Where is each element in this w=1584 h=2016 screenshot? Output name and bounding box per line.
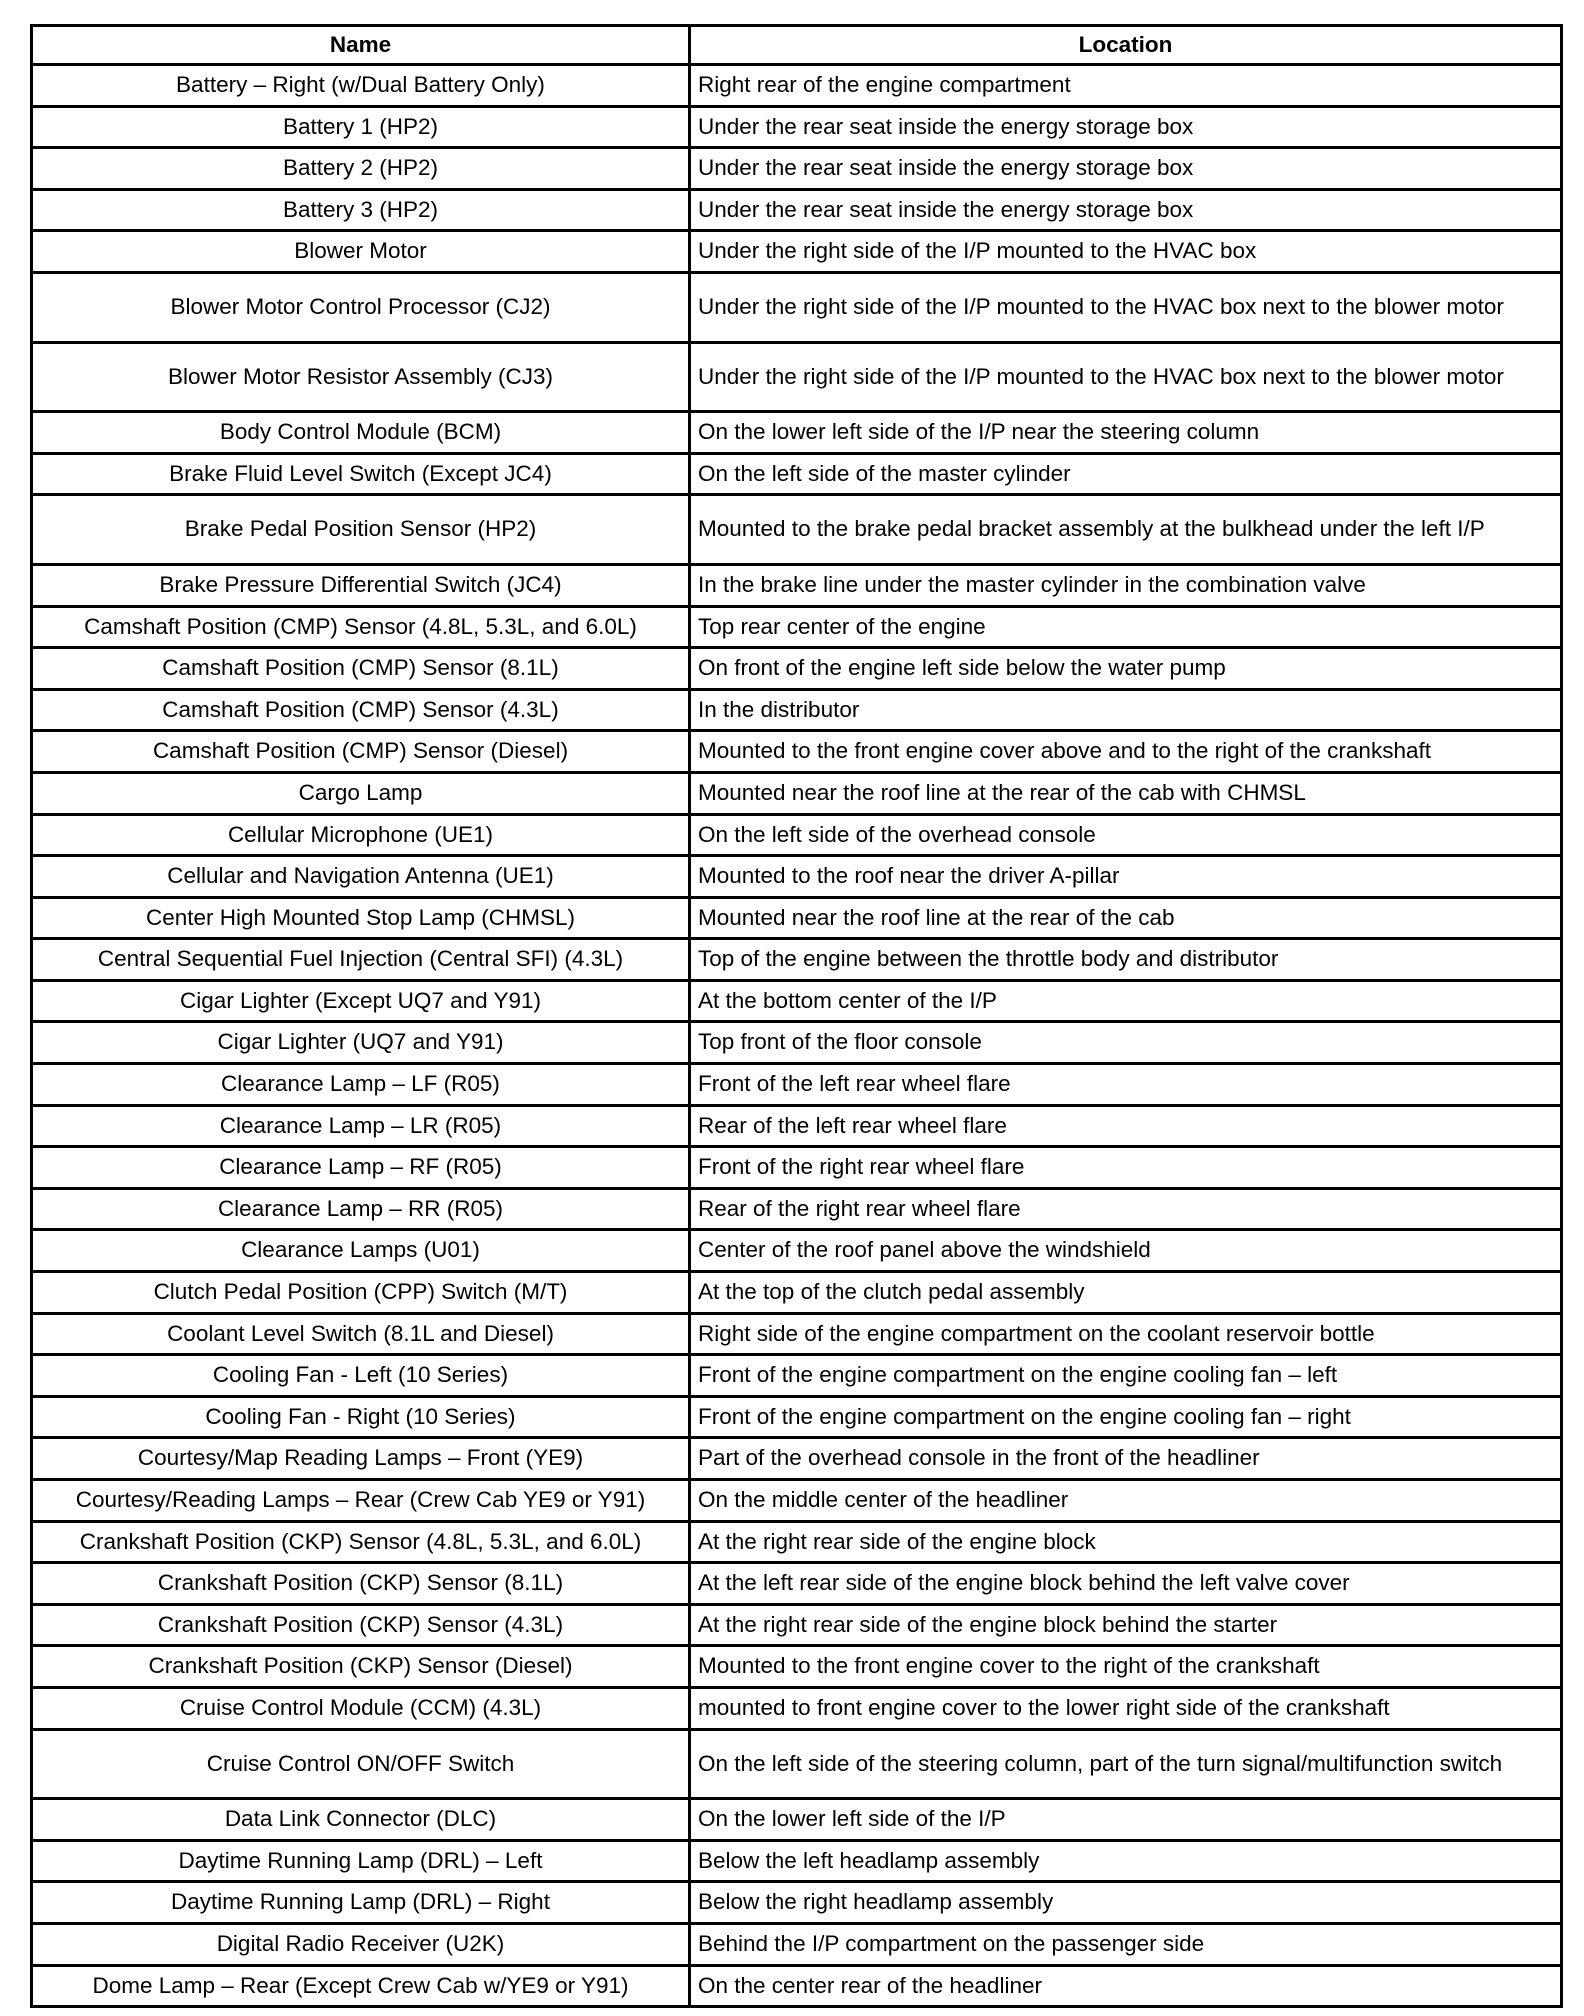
- table-row: [32, 1105, 1562, 1147]
- component-name-cell: Data Link Connector (DLC): [32, 1799, 690, 1841]
- component-location-cell: Rear of the right rear wheel flare: [690, 1188, 1562, 1230]
- component-location-cell: Front of the left rear wheel flare: [690, 1064, 1562, 1106]
- component-locator-table: [30, 24, 1563, 2008]
- table-row: [32, 342, 1562, 412]
- table-row: [32, 1646, 1562, 1688]
- component-name-cell: Camshaft Position (CMP) Sensor (4.8L, 5.3L, and 6.0L): [32, 606, 690, 648]
- component-name-cell: Cellular Microphone (UE1): [32, 814, 690, 856]
- component-name-cell: Battery 3 (HP2): [32, 189, 690, 231]
- table-row: [32, 1313, 1562, 1355]
- table-row: [32, 980, 1562, 1022]
- component-name-cell: Clearance Lamp – LR (R05): [32, 1105, 690, 1147]
- table-row: [32, 1396, 1562, 1438]
- table-row: [32, 939, 1562, 981]
- table-row: [32, 453, 1562, 495]
- component-location-cell: Under the right side of the I/P mounted to the HVAC box next to the blower motor: [690, 342, 1562, 412]
- component-location-cell: Mounted to the front engine cover above and to the right of the crankshaft: [690, 731, 1562, 773]
- table-row: [32, 1729, 1562, 1799]
- component-location-cell: On the lower left side of the I/P: [690, 1799, 1562, 1841]
- location-column-header: Location: [690, 26, 1562, 65]
- table-row: [32, 856, 1562, 898]
- component-name-cell: Dome Lamp – Rear (Except Crew Cab w/YE9 or Y91): [32, 1965, 690, 2007]
- table-row: [32, 1799, 1562, 1841]
- component-name-cell: Central Sequential Fuel Injection (Central SFI) (4.3L): [32, 939, 690, 981]
- table-row: [32, 731, 1562, 773]
- table-row: [32, 814, 1562, 856]
- table-row: [32, 1840, 1562, 1882]
- table-row: [32, 65, 1562, 107]
- component-name-cell: Battery 1 (HP2): [32, 106, 690, 148]
- component-location-cell: Right rear of the engine compartment: [690, 65, 1562, 107]
- table-row: [32, 1022, 1562, 1064]
- component-location-cell: Front of the right rear wheel flare: [690, 1147, 1562, 1189]
- component-name-cell: Daytime Running Lamp (DRL) – Left: [32, 1840, 690, 1882]
- component-name-cell: Crankshaft Position (CKP) Sensor (4.3L): [32, 1604, 690, 1646]
- table-row: [32, 1147, 1562, 1189]
- component-location-cell: Mounted near the roof line at the rear of the cab with CHMSL: [690, 772, 1562, 814]
- component-location-cell: Top front of the floor console: [690, 1022, 1562, 1064]
- component-name-cell: Crankshaft Position (CKP) Sensor (Diesel): [32, 1646, 690, 1688]
- table-row: [32, 272, 1562, 342]
- component-location-cell: mounted to front engine cover to the lower right side of the crankshaft: [690, 1687, 1562, 1729]
- table-row: [32, 1438, 1562, 1480]
- component-name-cell: Clearance Lamp – RF (R05): [32, 1147, 690, 1189]
- component-name-cell: Cargo Lamp: [32, 772, 690, 814]
- component-name-cell: Crankshaft Position (CKP) Sensor (4.8L, 5.3L, and 6.0L): [32, 1521, 690, 1563]
- component-name-cell: Brake Pressure Differential Switch (JC4): [32, 564, 690, 606]
- component-location-cell: Part of the overhead console in the front of the headliner: [690, 1438, 1562, 1480]
- component-name-cell: Cruise Control ON/OFF Switch: [32, 1729, 690, 1799]
- name-column-header: Name: [32, 26, 690, 65]
- component-location-cell: Under the right side of the I/P mounted to the HVAC box next to the blower motor: [690, 272, 1562, 342]
- component-location-cell: Behind the I/P compartment on the passenger side: [690, 1923, 1562, 1965]
- component-location-cell: At the bottom center of the I/P: [690, 980, 1562, 1022]
- component-name-cell: Coolant Level Switch (8.1L and Diesel): [32, 1313, 690, 1355]
- table-row: [32, 148, 1562, 190]
- component-name-cell: Body Control Module (BCM): [32, 412, 690, 454]
- table-row: [32, 495, 1562, 565]
- component-location-cell: At the right rear side of the engine block behind the starter: [690, 1604, 1562, 1646]
- table-row: [32, 1064, 1562, 1106]
- component-location-cell: At the left rear side of the engine block behind the left valve cover: [690, 1563, 1562, 1605]
- component-location-cell: In the distributor: [690, 689, 1562, 731]
- table-row: [32, 772, 1562, 814]
- component-location-cell: Under the rear seat inside the energy storage box: [690, 148, 1562, 190]
- component-location-cell: Front of the engine compartment on the engine cooling fan – left: [690, 1355, 1562, 1397]
- table-row: [32, 1604, 1562, 1646]
- component-location-cell: On the lower left side of the I/P near the steering column: [690, 412, 1562, 454]
- table-row: [32, 1687, 1562, 1729]
- component-location-cell: Rear of the left rear wheel flare: [690, 1105, 1562, 1147]
- table-header-row: [32, 26, 1562, 65]
- component-location-cell: Below the left headlamp assembly: [690, 1840, 1562, 1882]
- table-row: [32, 412, 1562, 454]
- component-location-cell: Under the rear seat inside the energy storage box: [690, 106, 1562, 148]
- component-name-cell: Camshaft Position (CMP) Sensor (8.1L): [32, 648, 690, 690]
- component-name-cell: Cooling Fan - Right (10 Series): [32, 1396, 690, 1438]
- component-location-cell: On the left side of the master cylinder: [690, 453, 1562, 495]
- component-name-cell: Clearance Lamp – LF (R05): [32, 1064, 690, 1106]
- table-row: [32, 1521, 1562, 1563]
- component-name-cell: Daytime Running Lamp (DRL) – Right: [32, 1882, 690, 1924]
- component-location-cell: On the middle center of the headliner: [690, 1480, 1562, 1522]
- component-location-cell: Front of the engine compartment on the engine cooling fan – right: [690, 1396, 1562, 1438]
- table-row: [32, 1563, 1562, 1605]
- component-name-cell: Cigar Lighter (UQ7 and Y91): [32, 1022, 690, 1064]
- component-location-cell: Right side of the engine compartment on the coolant reservoir bottle: [690, 1313, 1562, 1355]
- component-location-cell: Top of the engine between the throttle body and distributor: [690, 939, 1562, 981]
- table-row: [32, 564, 1562, 606]
- component-name-cell: Camshaft Position (CMP) Sensor (4.3L): [32, 689, 690, 731]
- table-row: [32, 606, 1562, 648]
- component-name-cell: Cigar Lighter (Except UQ7 and Y91): [32, 980, 690, 1022]
- component-location-cell: At the top of the clutch pedal assembly: [690, 1272, 1562, 1314]
- component-location-cell: Under the right side of the I/P mounted to the HVAC box: [690, 231, 1562, 273]
- component-name-cell: Blower Motor Control Processor (CJ2): [32, 272, 690, 342]
- component-name-cell: Clutch Pedal Position (CPP) Switch (M/T): [32, 1272, 690, 1314]
- component-name-cell: Blower Motor Resistor Assembly (CJ3): [32, 342, 690, 412]
- table-row: [32, 1230, 1562, 1272]
- component-name-cell: Courtesy/Reading Lamps – Rear (Crew Cab YE9 or Y91): [32, 1480, 690, 1522]
- component-location-cell: Under the rear seat inside the energy storage box: [690, 189, 1562, 231]
- component-name-cell: Brake Pedal Position Sensor (HP2): [32, 495, 690, 565]
- component-name-cell: Cooling Fan - Left (10 Series): [32, 1355, 690, 1397]
- component-location-cell: Mounted to the roof near the driver A-pillar: [690, 856, 1562, 898]
- component-name-cell: Camshaft Position (CMP) Sensor (Diesel): [32, 731, 690, 773]
- table-row: [32, 1272, 1562, 1314]
- component-name-cell: Cruise Control Module (CCM) (4.3L): [32, 1687, 690, 1729]
- component-location-cell: On the left side of the overhead console: [690, 814, 1562, 856]
- component-location-cell: Mounted near the roof line at the rear of the cab: [690, 897, 1562, 939]
- component-name-cell: Clearance Lamp – RR (R05): [32, 1188, 690, 1230]
- table-row: [32, 1965, 1562, 2007]
- component-location-cell: Below the right headlamp assembly: [690, 1882, 1562, 1924]
- table-row: [32, 1480, 1562, 1522]
- component-name-cell: Crankshaft Position (CKP) Sensor (8.1L): [32, 1563, 690, 1605]
- component-name-cell: Battery – Right (w/Dual Battery Only): [32, 65, 690, 107]
- table-row: [32, 189, 1562, 231]
- component-name-cell: Cellular and Navigation Antenna (UE1): [32, 856, 690, 898]
- table-row: [32, 689, 1562, 731]
- component-name-cell: Brake Fluid Level Switch (Except JC4): [32, 453, 690, 495]
- component-location-cell: Top rear center of the engine: [690, 606, 1562, 648]
- component-location-cell: Mounted to the front engine cover to the right of the crankshaft: [690, 1646, 1562, 1688]
- component-name-cell: Center High Mounted Stop Lamp (CHMSL): [32, 897, 690, 939]
- table-row: [32, 897, 1562, 939]
- table-row: [32, 1355, 1562, 1397]
- table-row: [32, 106, 1562, 148]
- component-location-cell: On the center rear of the headliner: [690, 1965, 1562, 2007]
- table-row: [32, 1882, 1562, 1924]
- component-location-cell: On the left side of the steering column, part of the turn signal/multifunction switch: [690, 1729, 1562, 1799]
- component-name-cell: Blower Motor: [32, 231, 690, 273]
- component-name-cell: Courtesy/Map Reading Lamps – Front (YE9): [32, 1438, 690, 1480]
- component-location-cell: Mounted to the brake pedal bracket assembly at the bulkhead under the left I/P: [690, 495, 1562, 565]
- table-row: [32, 648, 1562, 690]
- table-row: [32, 1188, 1562, 1230]
- component-location-cell: Center of the roof panel above the windshield: [690, 1230, 1562, 1272]
- component-location-cell: At the right rear side of the engine block: [690, 1521, 1562, 1563]
- table-row: [32, 231, 1562, 273]
- component-name-cell: Digital Radio Receiver (U2K): [32, 1923, 690, 1965]
- table-row: [32, 1923, 1562, 1965]
- component-location-cell: In the brake line under the master cylinder in the combination valve: [690, 564, 1562, 606]
- component-name-cell: Battery 2 (HP2): [32, 148, 690, 190]
- component-location-cell: On front of the engine left side below the water pump: [690, 648, 1562, 690]
- component-name-cell: Clearance Lamps (U01): [32, 1230, 690, 1272]
